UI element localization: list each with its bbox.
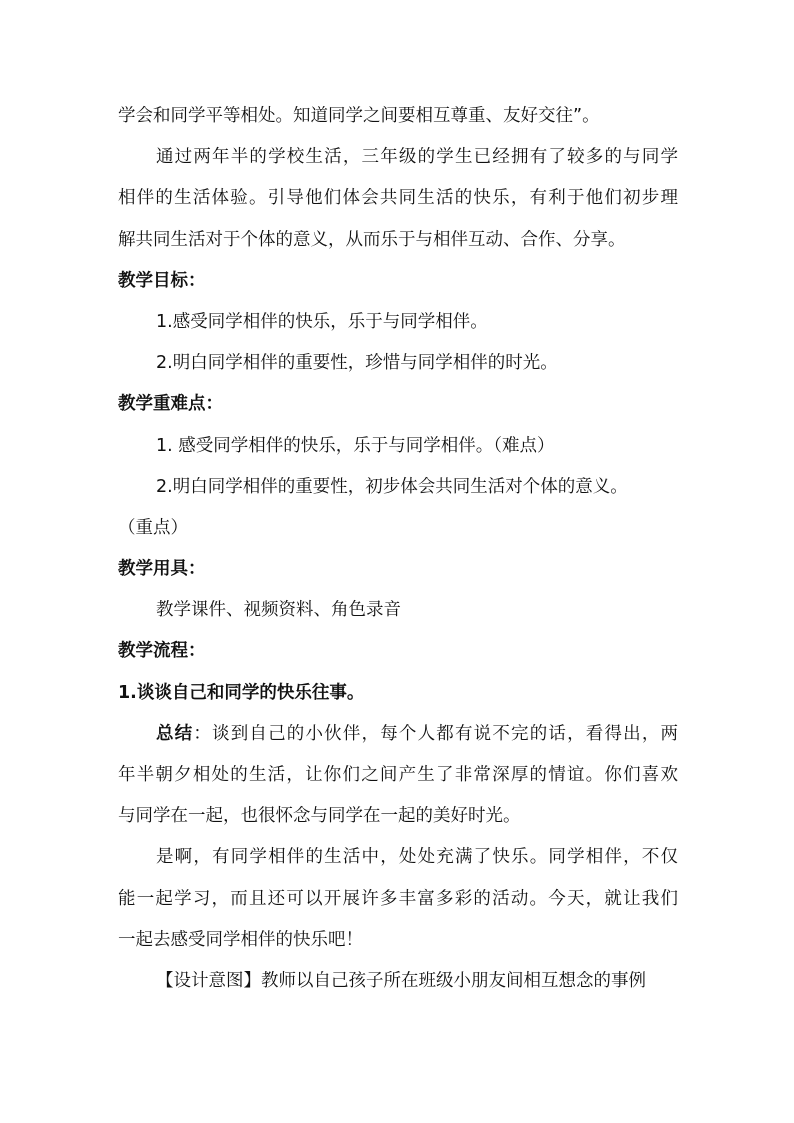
summary-label: 总结 bbox=[156, 723, 194, 744]
paragraph-fun-line: 是啊，有同学相伴的生活中，处处充满了快乐。同学相伴，不仅 bbox=[156, 847, 678, 868]
goal-item: 2.明白同学相伴的重要性，珍惜与同学相伴的时光。 bbox=[156, 353, 558, 374]
summary-text: ：谈到自己的小伙伴，每个人都有说不完的话，看得出，两 bbox=[193, 723, 678, 744]
design-intent-line bbox=[118, 961, 678, 1002]
paragraph-intro-end: 学会和同学平等相处。知道同学之间要相互尊重、友好交往”。 bbox=[118, 106, 600, 126]
design-intent-text: 教师以自己孩子所在班级小朋友间相互想念的事例 bbox=[261, 970, 646, 991]
process-step-1: 1.谈谈自己和同学的快乐往事。 bbox=[118, 682, 365, 703]
paragraph-fun-line: 一起去感受同学相伴的快乐吧！ bbox=[118, 929, 363, 950]
heading-key-points: 教学重难点： bbox=[118, 394, 223, 415]
goal-item: 1.感受同学相伴的快乐，乐于与同学相伴。 bbox=[156, 311, 488, 332]
paragraph-background-line: 解共同生活对于个体的意义，从而乐于与相伴互动、合作、分享。 bbox=[118, 229, 626, 250]
tools-list: 教学课件、视频资料、角色录音 bbox=[156, 600, 401, 621]
paragraph-fun-line: 能一起学习，而且还可以开展许多丰富多彩的活动。今天，就让我们 bbox=[118, 888, 678, 909]
summary-line: 与同学在一起，也很怀念与同学在一起的美好时光。 bbox=[118, 806, 521, 827]
key-point-item-tail: （重点） bbox=[118, 517, 188, 538]
document-body bbox=[118, 96, 678, 1002]
paragraph-background-line: 通过两年半的学校生活，三年级的学生已经拥有了较多的与同学 bbox=[156, 147, 678, 168]
key-point-item: 1. 感受同学相伴的快乐，乐于与同学相伴。（难点） bbox=[156, 435, 555, 456]
design-intent-label: 【设计意图】 bbox=[156, 970, 261, 991]
summary-line bbox=[118, 714, 678, 755]
heading-tools: 教学用具： bbox=[118, 559, 206, 580]
heading-goals: 教学目标： bbox=[118, 270, 206, 291]
paragraph-background-line: 相伴的生活体验。引导他们体会共同生活的快乐，有利于他们初步理 bbox=[118, 188, 678, 209]
heading-process: 教学流程： bbox=[118, 641, 206, 662]
summary-line: 年半朝夕相处的生活，让你们之间产生了非常深厚的情谊。你们喜欢 bbox=[118, 765, 678, 785]
key-point-item: 2.明白同学相伴的重要性，初步体会共同生活对个体的意义。 bbox=[156, 476, 628, 497]
